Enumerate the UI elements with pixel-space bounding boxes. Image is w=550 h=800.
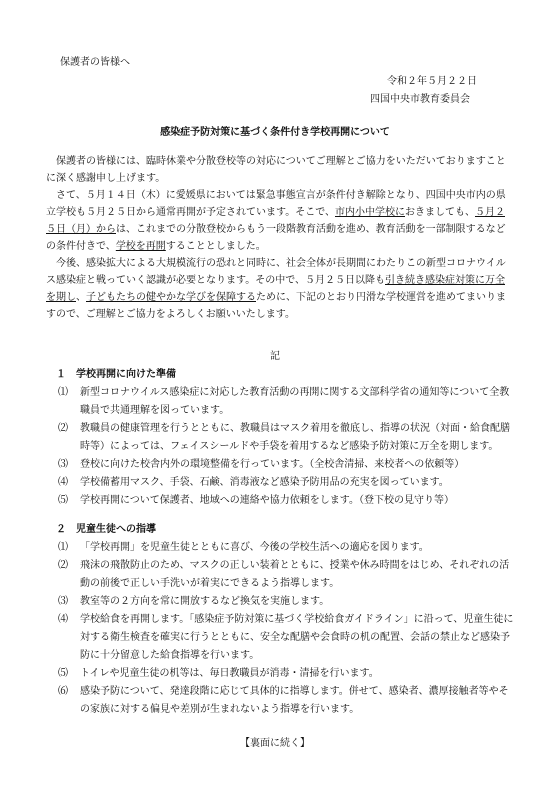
- list-item: [58, 456, 518, 474]
- item-text: 教室等の２方向を常に開放するなど換気を実施します。: [80, 596, 330, 607]
- underlined-text: 市内小中学校に: [335, 207, 405, 218]
- item-text: 学校再開について保護者、地域への連絡や協力依頼をします。（登下校の見守り等）: [80, 495, 454, 506]
- item-number: ⑷: [58, 477, 68, 488]
- item-number: ⑸: [58, 495, 68, 506]
- list-item: [58, 384, 518, 420]
- text-run: 今後、感染拡大による大規模流行の恐れと同時に、社会全体が長期間にわたりこの新型コロナウイルス感染症と戦っていく認識が必要となります。その中で、５月２５日以降も: [46, 258, 506, 286]
- item-number: ⑸: [58, 668, 68, 679]
- document-title: 感染症予防対策に基づく条件付き学校再開について: [160, 127, 390, 138]
- list-item: [58, 557, 518, 593]
- list-item: [58, 492, 518, 510]
- underlined-text: 学校を再開: [115, 241, 166, 252]
- underlined-text: ５月２５日（月）から: [46, 207, 505, 235]
- list-item: [58, 683, 518, 719]
- underlined-text: 引き続き感染症対策に万全を期し: [46, 275, 505, 303]
- item-text: 登校に向けた校舎内外の環境整備を行っています。（全校舎清掃、来校者への依頼等）: [80, 459, 465, 470]
- item-text: 感染予防について、発達段階に応じて具体的に指導します。併せて、感染者、濃厚接触者等やその家族に対する偏見や差別が生まれないよう指導を行います。: [80, 686, 509, 715]
- addressee: 保護者の皆様へ: [60, 57, 130, 68]
- section-list: [58, 384, 518, 510]
- item-number: ⑴: [58, 542, 68, 553]
- text-run: することとしました。: [165, 241, 266, 252]
- section-list: [58, 539, 518, 719]
- list-item: [58, 611, 518, 665]
- text-run: は、これまでの分散登校からもう一段階教育活動を進め、教育活動を一部制限するなどの条件付きで、: [46, 224, 506, 252]
- list-item: [58, 539, 518, 557]
- item-text: 新型コロナウイルス感染症に対応した教育活動の再開に関する文部科学省の通知等について全教職員で共通理解を図っています。: [80, 387, 510, 416]
- text-run: ために、下記のとおり円滑な学校運営を進めてまいりますので、ご理解とご協力をよろしくお願いいたします。: [46, 292, 506, 320]
- issue-date: 令和２年５月２２日: [387, 76, 477, 87]
- item-number: ⑷: [58, 614, 68, 625]
- item-text: トイレや児童生徒の机等は、毎日教職員が消毒・清掃を行います。: [80, 668, 379, 679]
- item-number: ⑵: [58, 560, 68, 571]
- item-text: 教職員の健康管理を行うとともに、教職員はマスク着用を徹底し、指導の状況（対面・給食配膳時等）によっては、フェイスシールドや手袋を着用するなど感染予防対策に万全を期します。: [80, 423, 510, 452]
- paragraph-future: [46, 255, 506, 323]
- text-run: おきましても、: [405, 207, 475, 218]
- item-number: ⑹: [58, 686, 68, 697]
- paragraph-reopening: [46, 187, 506, 255]
- section-heading: ２ 児童生徒への指導: [56, 524, 156, 535]
- paragraph-greeting: 保護者の皆様には、臨時休業や分散登校等の対応についてご理解とご協力をいただいておりますことに深く感謝申し上げます。: [46, 156, 506, 184]
- list-item: [58, 665, 518, 683]
- list-item: [58, 593, 518, 611]
- item-number: ⑶: [58, 596, 68, 607]
- item-number: ⑴: [58, 387, 68, 398]
- text-run: 、: [76, 292, 86, 303]
- item-text: 学校備蓄用マスク、手袋、石鹸、消毒液など感染予防用品の充実を図っています。: [80, 477, 449, 488]
- item-number: ⑵: [58, 423, 68, 434]
- item-text: 飛沫の飛散防止のため、マスクの正しい装着とともに、授業や休み時間をはじめ、それぞれの活動の前後で正しい手洗いが着実にできるよう指導します。: [80, 560, 510, 589]
- underlined-text: 子どもたちの健やかな学びを保障する: [86, 292, 256, 303]
- item-text: 学校給食を再開します。「感染症予防対策に基づく学校給食ガイドライン」に沿って、児童生徒に対する衛生検査を確実に行うとともに、安全な配膳や会食時の机の配置、会話の禁止など感染予防に十分留意した給食指導を行います。: [80, 614, 514, 661]
- list-item: [58, 420, 518, 456]
- continued-note: 【裏面に続く】: [240, 738, 310, 749]
- list-item: [58, 474, 518, 492]
- item-number: ⑶: [58, 459, 68, 470]
- item-text: 「学校再開」を児童生徒とともに喜び、今後の学校生活への適応を図ります。: [80, 542, 429, 553]
- body-text: [46, 153, 506, 323]
- text-run: さて、５月１４日（木）に愛媛県においては緊急事態宣言が条件付き解除となり、四国中央市内の県立学校も５月２５日から通常再開が予定されています。そこで、: [46, 190, 506, 218]
- section-heading: １ 学校再開に向けた準備: [56, 369, 176, 380]
- ki-heading: 記: [270, 351, 280, 362]
- issuer: 四国中央市教育委員会: [370, 94, 470, 105]
